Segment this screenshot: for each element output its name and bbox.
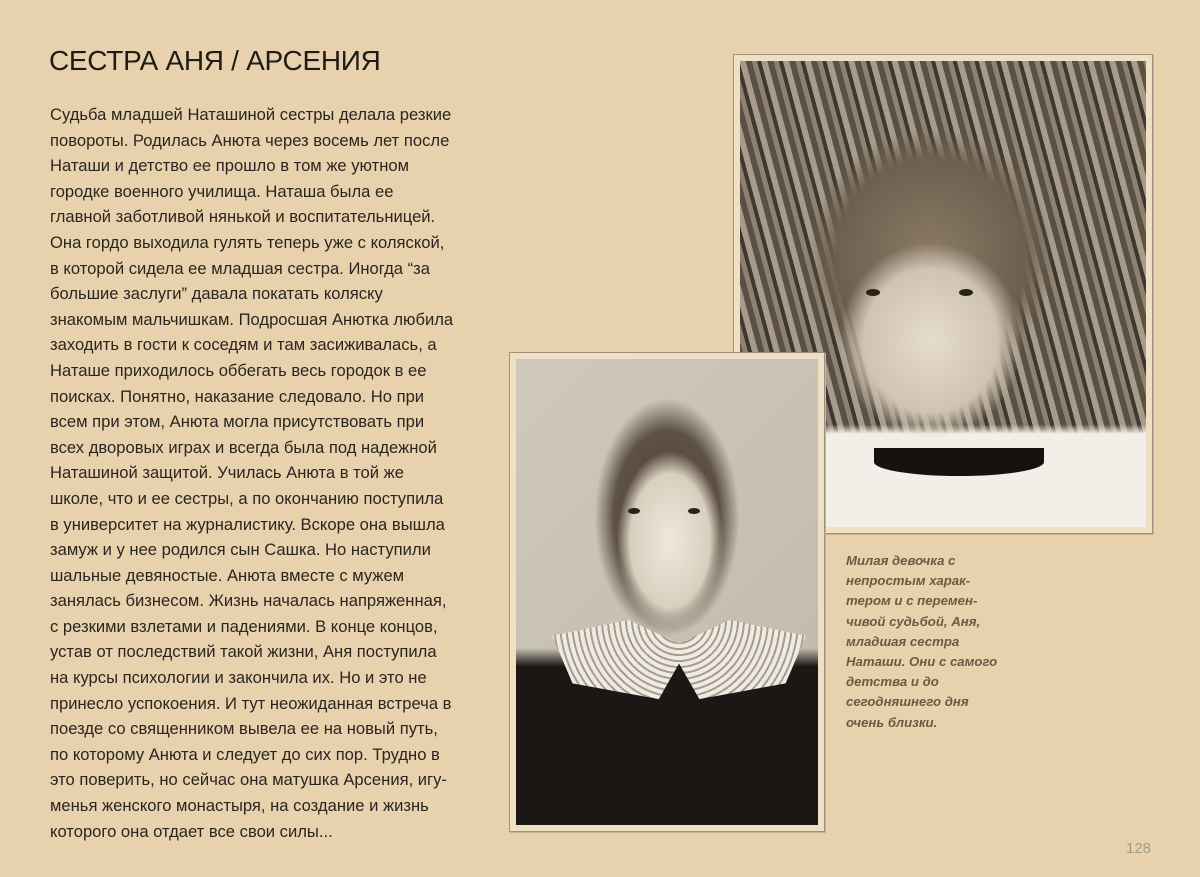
caption-line: чивой судьбой, Аня,	[846, 613, 981, 629]
body-line: повороты. Родилась Анюта через восемь лет после	[50, 130, 450, 150]
body-line: Наташи и детство ее прошло в том же уютном	[50, 156, 410, 176]
lace-collar-shape	[552, 620, 806, 699]
body-line: главной заботливой нянькой и воспитательницей.	[50, 207, 436, 227]
body-line: занялась бизнесом. Жизнь началась напряженная,	[50, 591, 447, 611]
body-line: по которому Анюта и следует до сих пор. Трудно в	[50, 744, 440, 764]
body-line: всех дворовых играх и всегда была под надежной	[50, 437, 437, 457]
caption-line: очень близки.	[846, 714, 938, 730]
body-line: школе, что и ее сестры, а по окончанию поступила	[50, 488, 444, 508]
body-line: которого она отдает все свои силы...	[50, 821, 333, 841]
body-line: поезде со священником вывела ее на новый путь,	[50, 719, 438, 739]
body-line: Судьба младшей Наташиной сестры делала резкие	[50, 105, 452, 124]
caption-line: тером и с перемен-	[846, 593, 978, 609]
body-line: замуж и у нее родился сын Сашка. Но наступили	[50, 540, 431, 560]
caption-line: младшая сестра	[846, 633, 960, 649]
caption-line: сегодняшнего дня	[846, 694, 969, 710]
body-line: принесло успокоения. И тут неожиданная встреча в	[50, 693, 452, 713]
body-line: Она гордо выходила гулять теперь уже с коляской,	[50, 232, 445, 252]
eye-shape	[628, 508, 640, 514]
body-line: заходить в гости к соседям и там засиживалась, а	[50, 335, 437, 355]
caption-line: Наташи. Они с самого	[846, 654, 998, 670]
body-line: Наташе приходилось оббегать весь городок в ее	[50, 360, 427, 380]
collar-shape	[874, 448, 1045, 476]
body-line: знакомым мальчишкам. Подросшая Анютка любила	[50, 309, 454, 329]
caption-line: Милая девочка с	[846, 553, 956, 568]
body-line: менья женского монастыря, на создание и жизнь	[50, 796, 429, 816]
page-number: 128	[1126, 840, 1152, 857]
body-line: Наташиной защитой. Училась Анюта в той же	[50, 463, 404, 483]
body-text	[50, 102, 520, 844]
body-line: шальные девяностые. Анюта вместе с мужем	[50, 565, 405, 585]
body-line: в которой сидела ее младшая сестра. Иногда “за	[50, 258, 430, 278]
page-title: СЕСТРА АНЯ / АРСЕНИЯ	[49, 45, 381, 76]
photo-teen-portrait	[516, 359, 818, 825]
body-line: городке военного училища. Наташа была ее	[50, 181, 394, 201]
eye-shape	[688, 508, 700, 514]
body-line: на курсы психологии и закончила их. Но и это не	[50, 668, 427, 688]
caption-line: непростым харак-	[846, 573, 971, 589]
photo-caption	[846, 551, 1026, 733]
body-line: это поверить, но сейчас она матушка Арсения, игу-	[50, 770, 447, 790]
eye-shape	[959, 289, 973, 296]
body-line: большие заслуги” давала покатать коляску	[50, 284, 383, 304]
body-line: в университет на журналистику. Вскоре она вышла	[50, 514, 445, 534]
caption-line: детства и до	[846, 674, 939, 690]
photo-frame-teen-portrait	[509, 352, 825, 832]
body-line: устав от последствий такой жизни, Аня поступила	[50, 642, 437, 662]
body-line: поисках. Понятно, наказание следовало. Но при	[50, 386, 425, 406]
body-line: всем при этом, Анюта могла присутствовать при	[50, 412, 425, 432]
body-line: с резкими взлетами и падениями. В конце концов,	[50, 616, 438, 636]
eye-shape	[866, 289, 880, 296]
